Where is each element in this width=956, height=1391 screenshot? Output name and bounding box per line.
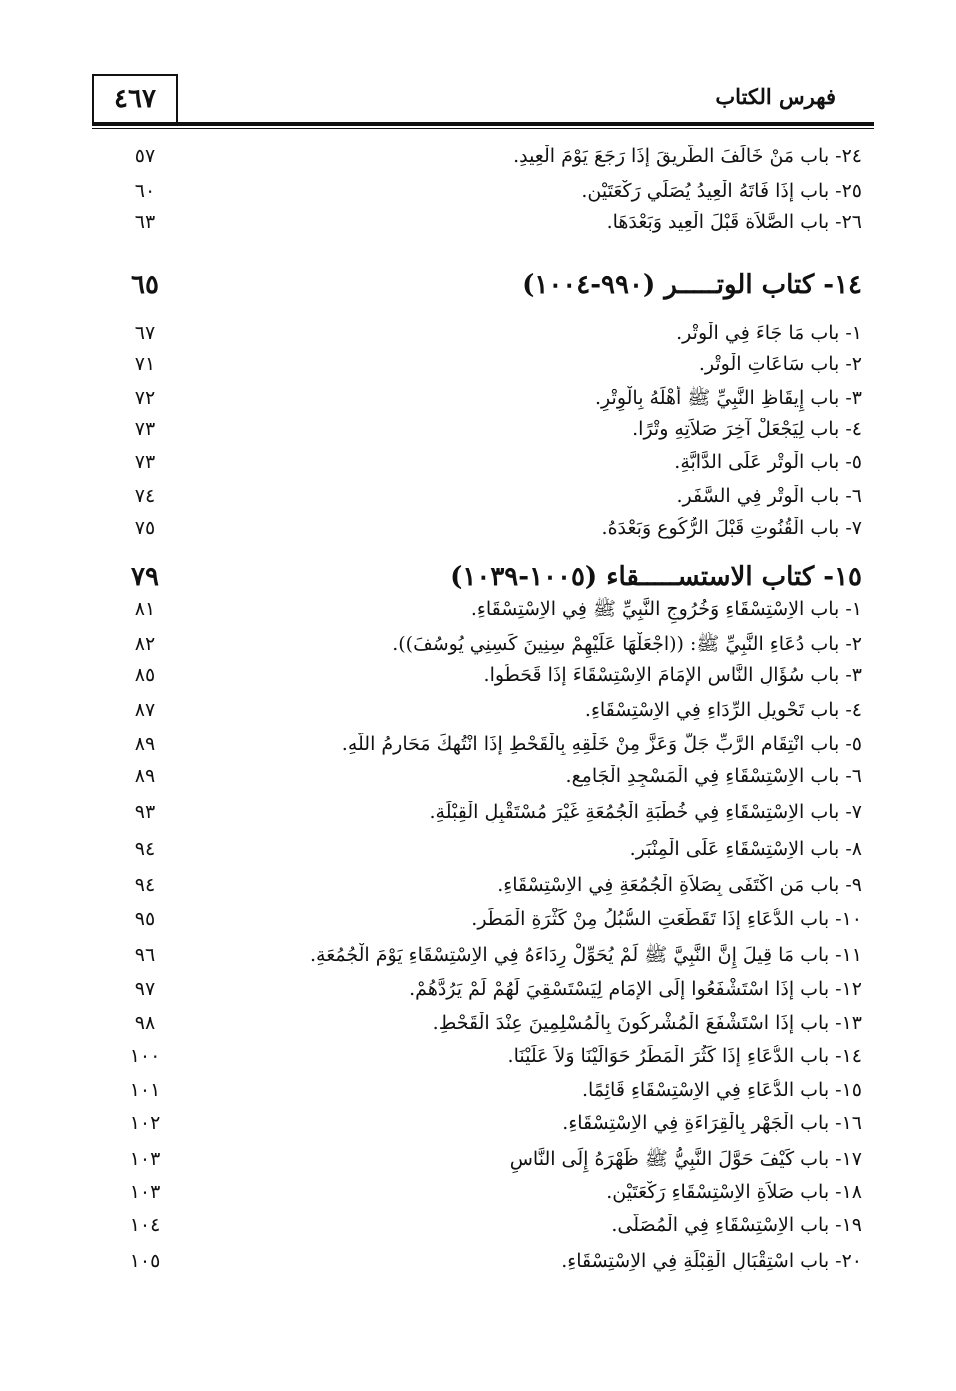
toc-entry — [100, 699, 862, 721]
toc-entry — [100, 180, 862, 202]
entry-page-number: ٨٧ — [134, 699, 156, 721]
entry-title: ١٩- باب الاِسْتِسْقَاءِ فِي الْمُصَلَّى. — [611, 1214, 862, 1236]
entry-title: ٥- باب الْوِتْرِ عَلَى الدَّابَّةِ. — [674, 451, 862, 473]
toc-entry — [100, 1250, 862, 1272]
entry-page-number: ١٠٢ — [129, 1112, 161, 1134]
toc-entry — [100, 1147, 862, 1175]
running-header-title: فهرس الكتاب — [715, 84, 836, 109]
toc-entry — [100, 1079, 862, 1101]
entry-page-number: ٩٣ — [134, 801, 156, 823]
entry-page-number: ١٠٣ — [129, 1181, 161, 1203]
toc-entry — [100, 145, 862, 167]
toc-entry — [100, 874, 862, 896]
entry-title: ١١- باب مَا قِيلَ إِنَّ النَّبِيَّ ﷺ لَمْ يُحَوِّلْ رِدَاءَهُ فِي الاِسْتِسْقَاءِ يَوْمَ الْجُمُعَةِ. — [309, 944, 862, 966]
entry-page-number: ٨٩ — [134, 765, 156, 787]
toc-entry — [100, 322, 862, 344]
entry-title: ٤- باب تَحْوِيلِ الرِّدَاءِ فِي الاِسْتِسْقَاءِ. — [584, 699, 862, 721]
entry-title: ٢- باب سَاعَاتِ الْوِتْرِ. — [698, 353, 862, 375]
header-rule-thin — [92, 128, 874, 129]
toc-entry — [100, 908, 862, 930]
entry-title: ٧- باب الْقُنُوتِ قَبْلَ الرُّكُوعِ وَبَعْدَهُ. — [601, 517, 862, 539]
entry-page-number: ٦٠ — [134, 180, 156, 202]
entry-title: ٣- باب سُؤَالِ النَّاسِ الإِمَامَ الاِسْتِسْقَاءَ إِذَا قَحَطُوا. — [483, 664, 862, 686]
toc-entry — [100, 632, 862, 660]
toc-entry — [100, 943, 862, 971]
toc-entry — [100, 765, 862, 787]
entry-title: ٦- باب الاِسْتِسْقَاءِ فِي الْمَسْجِدِ الْجَامِعِ. — [565, 765, 862, 787]
entry-page-number: ١٠٤ — [129, 1214, 161, 1236]
toc-entry — [100, 485, 862, 507]
entry-title: ١٧- باب كَيْفَ حَوَّلَ النَّبِيُّ ﷺ ظَهْرَهُ إِلَى النَّاسِ — [509, 1148, 862, 1170]
toc-entry — [100, 517, 862, 539]
entry-page-number: ٩٥ — [134, 908, 156, 930]
toc-section-heading — [100, 270, 862, 300]
toc-entry — [100, 418, 862, 440]
entry-page-number: ٦٣ — [134, 211, 156, 233]
entry-page-number: ٧٣ — [134, 451, 156, 473]
entry-title: ٨- باب الاِسْتِسْقَاءِ عَلَى الْمِنْبَرِ. — [629, 838, 862, 860]
toc-entry — [100, 733, 862, 755]
entry-page-number: ٧٢ — [134, 387, 156, 409]
entry-title: ٦- باب الْوِتْرِ فِي السَّفَرِ. — [676, 485, 862, 507]
toc-entry — [100, 1112, 862, 1134]
entry-page-number: ١٠٠ — [129, 1045, 161, 1067]
entry-title: ١- باب الاِسْتِسْقَاءِ وَخُرُوجِ النَّبِيِّ ﷺ فِي الاِسْتِسْقَاءِ. — [470, 598, 862, 620]
toc-entry — [100, 353, 862, 375]
entry-page-number: ٨٥ — [134, 664, 156, 686]
entry-title: ١٤- باب الدُّعَاءِ إِذَا كَثُرَ الْمَطَرُ حَوَالَيْنَا وَلاَ عَلَيْنَا. — [507, 1045, 862, 1067]
toc-section-heading — [100, 562, 862, 592]
entry-title: ٢- باب دُعَاءِ النَّبِيِّ ﷺ: ((اجْعَلْهَا عَلَيْهِمْ سِنِينَ كَسِنِي يُوسُفَ)). — [392, 633, 862, 655]
entry-page-number: ٦٧ — [134, 322, 156, 344]
entry-page-number: ١٠١ — [129, 1079, 161, 1101]
entry-title: ١٦- باب الْجَهْرِ بِالْقِرَاءَةِ فِي الاِسْتِسْقَاءِ. — [562, 1112, 862, 1134]
toc-entry — [100, 451, 862, 473]
toc-entry — [100, 1214, 862, 1236]
entry-title: ٢٠- باب اسْتِقْبَالِ الْقِبْلَةِ فِي الاِسْتِسْقَاءِ. — [561, 1250, 862, 1272]
entry-page-number: ٧٩ — [131, 562, 159, 592]
toc-entry — [100, 1012, 862, 1034]
entry-title: ١٨- باب صَلاَةِ الاِسْتِسْقَاءِ رَكْعَتَيْنِ. — [606, 1181, 862, 1203]
toc-entry — [100, 838, 862, 860]
entry-title: ١٥- باب الدُّعَاءِ فِي الاِسْتِسْقَاءِ قَائِمًا. — [581, 1079, 862, 1101]
entry-title: ٤- باب لِيَجْعَلْ آخِرَ صَلاَتِهِ وِتْرًا. — [632, 418, 862, 440]
entry-page-number: ٧١ — [134, 353, 156, 375]
toc-entry — [100, 1045, 862, 1067]
section-title: ١٤- كتاب الوتـــــر (٩٩٠-١٠٠٤) — [522, 270, 862, 300]
entry-page-number: ٧٤ — [134, 485, 156, 507]
entry-title: ٢٦- باب الصَّلاَة قَبْلَ الْعِيد وَبَعْدَهَا. — [606, 211, 862, 233]
entry-title: ١- باب مَا جَاءَ فِي الْوِتْرِ. — [676, 322, 862, 344]
entry-title: ٣- باب إِيقَاظِ النَّبِيِّ ﷺ أَهْلَهُ بِالْوِتْرِ. — [595, 387, 862, 409]
entry-page-number: ٨١ — [134, 598, 156, 620]
section-title: ١٥- كتاب الاستســـــقاء (١٠٠٥-١٠٣٩) — [450, 562, 862, 592]
entry-page-number: ٦٥ — [131, 270, 159, 300]
entry-page-number: ٩٦ — [134, 944, 156, 966]
entry-page-number: ١٠٥ — [129, 1250, 161, 1272]
entry-page-number: ٨٩ — [134, 733, 156, 755]
entry-page-number: ١٠٣ — [129, 1148, 161, 1170]
page-number: ٤٦٧ — [92, 74, 178, 122]
entry-title: ٩- باب مَنِ اكْتَفَى بِصَلاَةِ الْجُمُعَةِ فِي الاِسْتِسْقَاءِ. — [497, 874, 862, 896]
toc-entry — [100, 664, 862, 686]
toc-entry — [100, 597, 862, 625]
entry-page-number: ٧٣ — [134, 418, 156, 440]
toc-entry — [100, 801, 862, 823]
entry-page-number: ٩٨ — [134, 1012, 156, 1034]
entry-title: ١٢- باب إِذَا اسْتَشْفَعُوا إِلَى الإِمَامِ لِيَسْتَسْقِيَ لَهُمْ لَمْ يَرُدَّهُمْ. — [409, 978, 862, 1000]
entry-page-number: ٨٢ — [134, 633, 156, 655]
header-rule-thick — [92, 122, 874, 126]
entry-page-number: ٩٧ — [134, 978, 156, 1000]
entry-page-number: ٩٤ — [134, 838, 156, 860]
entry-title: ١٠- باب الدُّعَاءِ إِذَا تَقَطَّعَتِ السُّبُلُ مِنْ كَثْرَةِ الْمَطَرِ. — [471, 908, 862, 930]
entry-title: ٢٤- باب مَنْ خَالَفَ الطَّرِيقَ إِذَا رَجَعَ يَوْمَ الْعِيدِ. — [513, 145, 862, 167]
toc-entry — [100, 978, 862, 1000]
toc-entry — [100, 211, 862, 233]
entry-page-number: ٥٧ — [134, 145, 156, 167]
entry-title: ٥- باب انْتِقَامِ الرَّبِّ جَلَّ وَعَزَّ مِنْ خَلْقِهِ بِالْقَحْطِ إِذَا انْتُهِكَ مَحَارِمُ اللَّهِ. — [341, 733, 862, 755]
toc-entry — [100, 386, 862, 414]
entry-page-number: ٩٤ — [134, 874, 156, 896]
entry-title: ١٣- باب إِذَا اسْتَشْفَعَ الْمُشْرِكُونَ بِالْمُسْلِمِينَ عِنْدَ الْقَحْطِ. — [432, 1012, 862, 1034]
entry-page-number: ٧٥ — [134, 517, 156, 539]
entry-title: ٧- باب الاِسْتِسْقَاءِ فِي خُطْبَةِ الْجُمُعَةِ غَيْرَ مُسْتَقْبِلِ الْقِبْلَةِ. — [429, 801, 862, 823]
toc-entry — [100, 1181, 862, 1203]
entry-title: ٢٥- باب إِذَا فَاتَهُ الْعِيدُ يُصَلِّي رَكْعَتَيْنِ. — [581, 180, 862, 202]
